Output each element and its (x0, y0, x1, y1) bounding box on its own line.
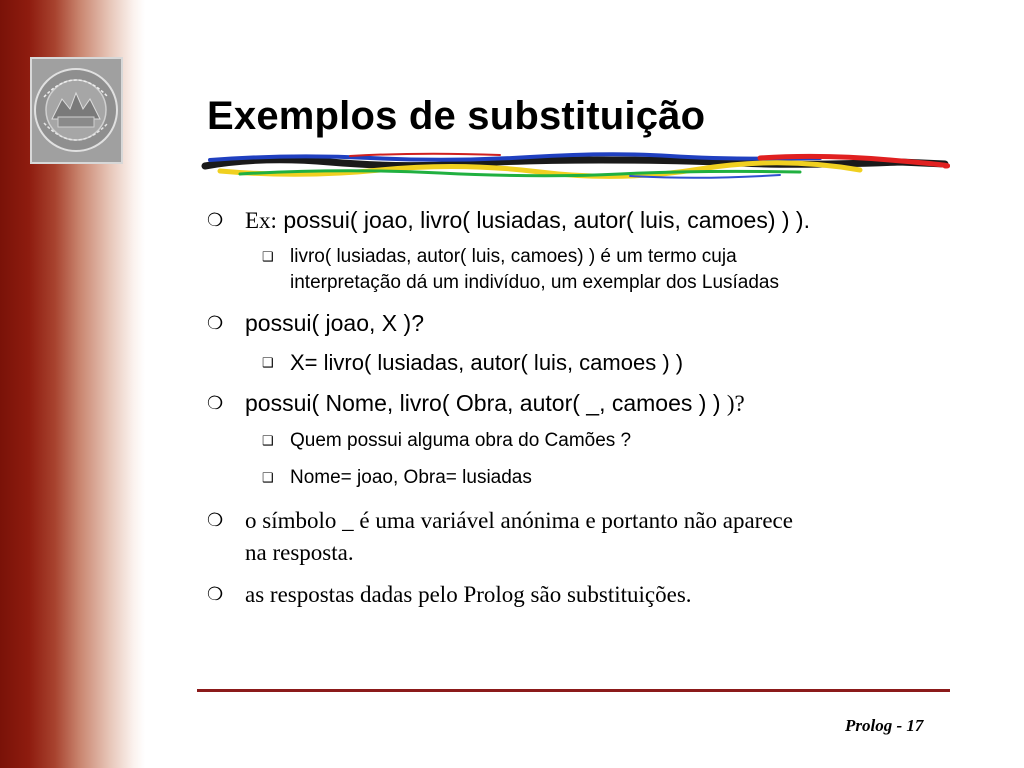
brush-stroke-divider (200, 148, 950, 184)
sub-bullet-text: X= livro( lusiadas, autor( luis, camoes ) ) (290, 350, 684, 375)
sub-bullet-marker: ❑ (262, 355, 274, 370)
university-seal-icon (30, 57, 123, 164)
bullet-suffix: )? (726, 391, 745, 416)
bullet-text-line1: o símbolo _ é uma variável anónima e portanto não aparece (245, 508, 793, 533)
sub-bullet-text-line2: interpretação dá um indivíduo, um exemplar dos Lusíadas (290, 272, 779, 293)
bullet-text: possui( Nome, livro( Obra, autor( _, camoes ) ) (245, 390, 727, 416)
bullet-marker: ❍ (207, 313, 224, 333)
sub-bullet-text: Quem possui alguma obra do Camões ? (290, 430, 632, 451)
slide-footer: Prolog - 17 (845, 716, 924, 735)
bullet-marker: ❍ (207, 584, 224, 604)
footer-divider (197, 689, 950, 692)
bullet-text: possui( joao, X )? (245, 310, 424, 336)
sub-bullet-marker: ❑ (262, 470, 274, 485)
bullet-text: as respostas dadas pelo Prolog são substituições. (245, 582, 692, 607)
bullet-marker: ❍ (207, 210, 224, 230)
bullet-marker: ❍ (207, 510, 224, 530)
bullet-text: possui( joao, livro( lusiadas, autor( luis, camoes) ) ). (276, 207, 810, 233)
bullet-marker: ❍ (207, 393, 224, 413)
bullet-prefix: Ex: (245, 208, 277, 233)
sub-bullet-marker: ❑ (262, 433, 274, 448)
sub-bullet-text-line1: livro( lusiadas, autor( luis, camoes) ) é um termo cuja (290, 246, 737, 267)
sub-bullet-marker: ❑ (262, 249, 274, 264)
bullet-text-line2: na resposta. (245, 540, 354, 565)
slide-title: Exemplos de substituição (207, 94, 706, 138)
sub-bullet-text: Nome= joao, Obra= lusiadas (290, 467, 532, 488)
